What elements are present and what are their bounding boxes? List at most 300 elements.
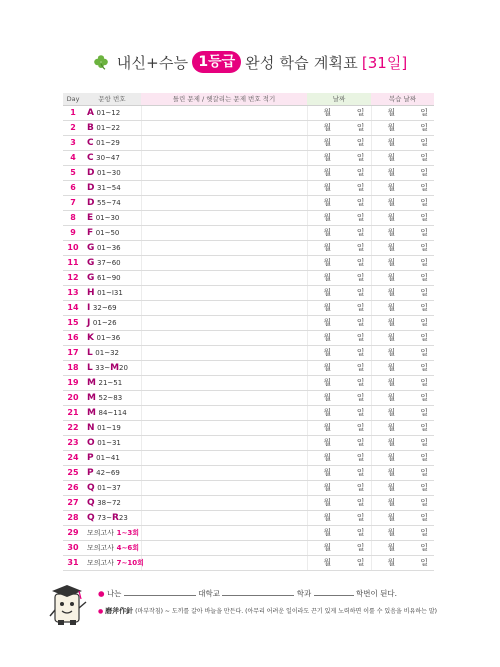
date-cell[interactable]: [307, 105, 371, 120]
day-number: 21: [63, 405, 83, 420]
date-month: 월: [323, 423, 332, 432]
date-cell[interactable]: [307, 375, 371, 390]
review-date-cell[interactable]: [371, 225, 434, 240]
problem-letter: D: [87, 167, 95, 178]
motto-hanja: 磨斧作針: [105, 607, 134, 615]
date-day: 일: [356, 153, 365, 162]
date-month: 월: [323, 528, 332, 537]
review-day: 일: [420, 378, 428, 387]
footer: [48, 580, 468, 630]
university-blank[interactable]: [124, 588, 196, 596]
problem-letter: G: [87, 242, 95, 253]
date-cell[interactable]: [307, 330, 371, 345]
date-cell[interactable]: [307, 180, 371, 195]
table-row: [63, 165, 434, 180]
problem-cell: [83, 165, 141, 180]
header-review: 복습 날짜: [371, 93, 434, 105]
date-month: 월: [323, 123, 332, 132]
date-day: 일: [356, 333, 365, 342]
review-date-cell[interactable]: [371, 240, 434, 255]
review-date-cell[interactable]: [371, 450, 434, 465]
table-row: [63, 135, 434, 150]
mock-exam-range: 4~6회: [116, 543, 139, 552]
problem-cell: [83, 465, 141, 480]
date-month: 월: [323, 513, 332, 522]
memo-cell[interactable]: [141, 135, 307, 150]
day-number: 23: [63, 435, 83, 450]
date-day: 일: [356, 498, 365, 507]
header-problem: 문항 번호: [83, 93, 141, 105]
review-date-cell[interactable]: [371, 525, 434, 540]
review-month: 월: [387, 273, 396, 282]
memo-cell[interactable]: [141, 150, 307, 165]
problem-letter: O: [87, 437, 95, 448]
table-row: [63, 345, 434, 360]
date-cell[interactable]: [307, 405, 371, 420]
problem-range: 01~12: [96, 108, 121, 117]
date-cell[interactable]: [307, 225, 371, 240]
date-day: 일: [356, 288, 365, 297]
problem-cell: [83, 390, 141, 405]
review-day: 일: [420, 153, 428, 162]
table-row: [63, 270, 434, 285]
date-day: 일: [356, 198, 365, 207]
date-day: 일: [356, 513, 365, 522]
problem-cell: [83, 255, 141, 270]
date-cell[interactable]: [307, 315, 371, 330]
memo-cell[interactable]: [141, 180, 307, 195]
problem-cell: [83, 345, 141, 360]
memo-cell[interactable]: [141, 525, 307, 540]
problem-cell: [83, 450, 141, 465]
day-number: 25: [63, 465, 83, 480]
problem-letter: L: [87, 347, 93, 358]
problem-cell: [83, 300, 141, 315]
date-cell[interactable]: [307, 360, 371, 375]
date-month: 월: [323, 198, 332, 207]
review-date-cell[interactable]: [371, 360, 434, 375]
review-day: 일: [420, 468, 428, 477]
review-date-cell[interactable]: [371, 150, 434, 165]
date-month: 월: [323, 483, 332, 492]
date-cell[interactable]: [307, 270, 371, 285]
date-cell[interactable]: [307, 495, 371, 510]
memo-cell[interactable]: [141, 345, 307, 360]
date-cell[interactable]: [307, 450, 371, 465]
problem-range: 73~: [97, 513, 112, 522]
problem-range: 01~I31: [97, 288, 123, 297]
problem-letter: Q: [87, 512, 95, 523]
date-day: 일: [356, 363, 365, 372]
problem-letter: K: [87, 332, 94, 343]
date-cell[interactable]: [307, 480, 371, 495]
review-day: 일: [420, 258, 428, 267]
date-day: 일: [356, 168, 365, 177]
date-cell[interactable]: [307, 345, 371, 360]
date-cell[interactable]: [307, 300, 371, 315]
review-date-cell[interactable]: [371, 480, 434, 495]
date-cell[interactable]: [307, 195, 371, 210]
memo-cell[interactable]: [141, 300, 307, 315]
review-date-cell[interactable]: [371, 390, 434, 405]
review-month: 월: [387, 288, 396, 297]
date-cell[interactable]: [307, 240, 371, 255]
problem-cell: [83, 150, 141, 165]
review-date-cell[interactable]: [371, 180, 434, 195]
problem-letter: P: [87, 467, 94, 478]
day-number: 22: [63, 420, 83, 435]
date-month: 월: [323, 363, 332, 372]
table-row: [63, 255, 434, 270]
review-day: 일: [420, 498, 428, 507]
header-date: 날짜: [307, 93, 371, 105]
day-number: 30: [63, 540, 83, 555]
problem-range: 01~26: [92, 318, 117, 327]
memo-cell[interactable]: [141, 330, 307, 345]
date-day: 일: [356, 183, 365, 192]
memo-cell[interactable]: [141, 255, 307, 270]
problem-letter: N: [87, 422, 95, 433]
review-month: 월: [387, 168, 396, 177]
problem-cell: [83, 120, 141, 135]
problem-range: 33~: [95, 363, 111, 372]
review-date-cell[interactable]: [371, 330, 434, 345]
date-month: 월: [323, 333, 332, 342]
review-date-cell[interactable]: [371, 495, 434, 510]
goal-department: 학과: [296, 589, 312, 598]
review-date-cell[interactable]: [371, 300, 434, 315]
memo-cell[interactable]: [141, 270, 307, 285]
motto-reading: (마부작침): [135, 608, 163, 615]
problem-range: 42~69: [96, 468, 120, 477]
date-day: 일: [356, 138, 365, 147]
date-day: 일: [356, 108, 365, 117]
day-number: 24: [63, 450, 83, 465]
review-date-cell[interactable]: [371, 345, 434, 360]
review-day: 일: [420, 288, 428, 297]
memo-cell[interactable]: [141, 315, 307, 330]
review-day: 일: [420, 393, 428, 402]
date-month: 월: [323, 408, 332, 417]
date-month: 월: [323, 273, 332, 282]
page-title: [0, 47, 500, 77]
date-cell[interactable]: [307, 120, 371, 135]
title-prefix: 내신+수능: [116, 53, 189, 72]
problem-cell: [83, 180, 141, 195]
review-month: 월: [387, 558, 396, 567]
review-month: 월: [387, 183, 396, 192]
study-plan-table: [63, 93, 434, 571]
review-month: 월: [387, 453, 396, 462]
memo-cell[interactable]: [141, 555, 307, 570]
memo-cell[interactable]: [141, 465, 307, 480]
date-cell[interactable]: [307, 465, 371, 480]
date-day: 일: [356, 228, 365, 237]
date-day: 일: [356, 303, 365, 312]
problem-range: 01~50: [95, 228, 120, 237]
problem-letter: Q: [87, 497, 95, 508]
review-month: 월: [387, 213, 396, 222]
problem-range: 30~47: [96, 153, 120, 162]
date-day: 일: [356, 423, 365, 432]
review-month: 월: [387, 543, 396, 552]
date-day: 일: [356, 123, 365, 132]
table-row: [63, 375, 434, 390]
date-cell[interactable]: [307, 555, 371, 570]
problem-letter: G: [87, 272, 95, 283]
table-header-row: [63, 93, 434, 105]
memo-cell[interactable]: [141, 510, 307, 525]
memo-cell[interactable]: [141, 240, 307, 255]
table-row: [63, 225, 434, 240]
problem-cell: [83, 435, 141, 450]
date-cell[interactable]: [307, 510, 371, 525]
problem-letter-2: R: [111, 512, 119, 523]
review-day: 일: [420, 213, 428, 222]
review-day: 일: [420, 558, 428, 567]
memo-cell[interactable]: [141, 375, 307, 390]
review-date-cell[interactable]: [371, 270, 434, 285]
table-row: [63, 120, 434, 135]
day-number: 9: [63, 225, 83, 240]
date-day: 일: [356, 348, 365, 357]
review-date-cell[interactable]: [371, 255, 434, 270]
problem-range: 01~30: [95, 213, 120, 222]
problem-letter-2: M: [110, 362, 120, 373]
review-month: 월: [387, 123, 396, 132]
problem-range: 21~51: [98, 378, 123, 387]
review-day: 일: [420, 228, 428, 237]
date-cell[interactable]: [307, 390, 371, 405]
memo-cell[interactable]: [141, 225, 307, 240]
date-day: 일: [356, 378, 365, 387]
memo-cell[interactable]: [141, 390, 307, 405]
review-month: 월: [387, 438, 396, 447]
date-day: 일: [356, 273, 365, 282]
memo-cell[interactable]: [141, 360, 307, 375]
date-cell[interactable]: [307, 150, 371, 165]
table-row: [63, 405, 434, 420]
table-row: [63, 360, 434, 375]
review-day: 일: [420, 423, 428, 432]
review-date-cell[interactable]: [371, 510, 434, 525]
memo-cell[interactable]: [141, 420, 307, 435]
table-row: [63, 180, 434, 195]
problem-cell: [83, 135, 141, 150]
review-month: 월: [387, 498, 396, 507]
review-date-cell[interactable]: [371, 465, 434, 480]
day-number: 6: [63, 180, 83, 195]
date-day: 일: [356, 393, 365, 402]
problem-letter: C: [87, 137, 94, 148]
problem-letter: Q: [87, 482, 95, 493]
problem-cell: [83, 405, 141, 420]
table-row: [63, 300, 434, 315]
date-month: 월: [323, 378, 332, 387]
date-cell[interactable]: [307, 525, 371, 540]
memo-cell[interactable]: [141, 120, 307, 135]
problem-range: 01~19: [97, 423, 121, 432]
date-day: 일: [356, 528, 365, 537]
date-month: 월: [323, 498, 332, 507]
review-month: 월: [387, 153, 396, 162]
problem-cell: [83, 375, 141, 390]
review-day: 일: [420, 138, 428, 147]
review-date-cell[interactable]: [371, 210, 434, 225]
problem-cell: [83, 540, 141, 555]
review-day: 일: [420, 348, 428, 357]
mock-exam-label: 모의고사: [87, 528, 115, 537]
date-cell[interactable]: [307, 255, 371, 270]
day-number: 26: [63, 480, 83, 495]
mock-exam-label: 모의고사: [87, 543, 115, 552]
review-day: 일: [420, 528, 428, 537]
review-date-cell[interactable]: [371, 195, 434, 210]
review-date-cell[interactable]: [371, 435, 434, 450]
memo-cell[interactable]: [141, 435, 307, 450]
problem-range-2: 20: [119, 363, 128, 372]
problem-range: 55~74: [97, 198, 121, 207]
date-month: 월: [323, 243, 332, 252]
date-cell[interactable]: [307, 435, 371, 450]
date-day: 일: [356, 438, 365, 447]
review-date-cell[interactable]: [371, 540, 434, 555]
review-day: 일: [420, 198, 428, 207]
memo-cell[interactable]: [141, 210, 307, 225]
problem-cell: [83, 555, 144, 570]
date-cell[interactable]: [307, 135, 371, 150]
date-cell[interactable]: [307, 420, 371, 435]
date-day: 일: [356, 483, 365, 492]
problem-cell: [83, 195, 141, 210]
date-month: 월: [323, 303, 332, 312]
review-date-cell[interactable]: [371, 375, 434, 390]
date-day: 일: [356, 468, 365, 477]
bullet-icon: ●: [98, 589, 105, 598]
review-date-cell[interactable]: [371, 135, 434, 150]
memo-cell[interactable]: [141, 450, 307, 465]
problem-range: 01~36: [96, 333, 121, 342]
review-day: 일: [420, 273, 428, 282]
date-cell[interactable]: [307, 165, 371, 180]
table-row: [63, 150, 434, 165]
review-date-cell[interactable]: [371, 405, 434, 420]
review-day: 일: [420, 108, 428, 117]
problem-range: 32~69: [92, 303, 117, 312]
review-month: 월: [387, 423, 396, 432]
problem-letter: H: [87, 287, 95, 298]
memo-cell[interactable]: [141, 195, 307, 210]
review-date-cell[interactable]: [371, 315, 434, 330]
date-month: 월: [323, 468, 332, 477]
date-cell[interactable]: [307, 540, 371, 555]
review-month: 월: [387, 243, 396, 252]
review-month: 월: [387, 198, 396, 207]
memo-cell[interactable]: [141, 105, 307, 120]
table-row: [63, 555, 434, 570]
date-month: 월: [323, 558, 332, 567]
review-day: 일: [420, 438, 428, 447]
date-month: 월: [323, 438, 332, 447]
table-row: [63, 210, 434, 225]
problem-cell: [83, 330, 141, 345]
review-date-cell[interactable]: [371, 165, 434, 180]
memo-cell[interactable]: [141, 540, 307, 555]
day-number: 13: [63, 285, 83, 300]
problem-cell: [83, 285, 141, 300]
problem-letter: A: [87, 107, 94, 118]
day-number: 29: [63, 525, 83, 540]
goal-prefix: 나는: [106, 589, 122, 598]
day-number: 27: [63, 495, 83, 510]
problem-range: 01~31: [97, 438, 121, 447]
table-row: [63, 540, 434, 555]
review-month: 월: [387, 528, 396, 537]
review-month: 월: [387, 303, 396, 312]
day-number: 4: [63, 150, 83, 165]
review-month: 월: [387, 468, 396, 477]
problem-letter: P: [87, 452, 94, 463]
memo-cell[interactable]: [141, 165, 307, 180]
problem-range: 01~41: [96, 453, 120, 462]
table-body: [63, 105, 434, 570]
review-date-cell[interactable]: [371, 555, 434, 570]
student-blank[interactable]: [314, 588, 354, 596]
problem-cell: [83, 510, 141, 525]
review-day: 일: [420, 318, 428, 327]
review-date-cell[interactable]: [371, 285, 434, 300]
date-month: 월: [323, 288, 332, 297]
problem-cell: [83, 495, 141, 510]
day-number: 18: [63, 360, 83, 375]
review-date-cell[interactable]: [371, 120, 434, 135]
date-month: 월: [323, 213, 332, 222]
date-day: 일: [356, 408, 365, 417]
memo-cell[interactable]: [141, 495, 307, 510]
problem-cell: [83, 225, 141, 240]
problem-range: 61~90: [96, 273, 121, 282]
date-month: 월: [323, 228, 332, 237]
review-month: 월: [387, 348, 396, 357]
department-blank[interactable]: [222, 588, 294, 596]
memo-cell[interactable]: [141, 285, 307, 300]
date-cell[interactable]: [307, 285, 371, 300]
review-day: 일: [420, 333, 428, 342]
date-cell[interactable]: [307, 210, 371, 225]
date-month: 월: [323, 183, 332, 192]
review-month: 월: [387, 333, 396, 342]
problem-letter: M: [87, 392, 96, 403]
problem-range-2: 23: [118, 513, 128, 522]
memo-cell[interactable]: [141, 480, 307, 495]
review-date-cell[interactable]: [371, 105, 434, 120]
problem-letter: E: [87, 212, 94, 223]
review-month: 월: [387, 408, 396, 417]
date-month: 월: [323, 168, 332, 177]
mock-exam-label: 모의고사: [87, 558, 115, 567]
problem-cell: [83, 270, 141, 285]
mock-exam-range: 1~3회: [116, 528, 139, 537]
day-number: 17: [63, 345, 83, 360]
review-date-cell[interactable]: [371, 420, 434, 435]
problem-cell: [83, 240, 141, 255]
goal-student: 학번이 된다.: [356, 589, 398, 598]
clover-icon: [93, 54, 109, 70]
table-row: [63, 435, 434, 450]
review-month: 월: [387, 393, 396, 402]
memo-cell[interactable]: [141, 405, 307, 420]
header-day: Day: [63, 93, 83, 105]
